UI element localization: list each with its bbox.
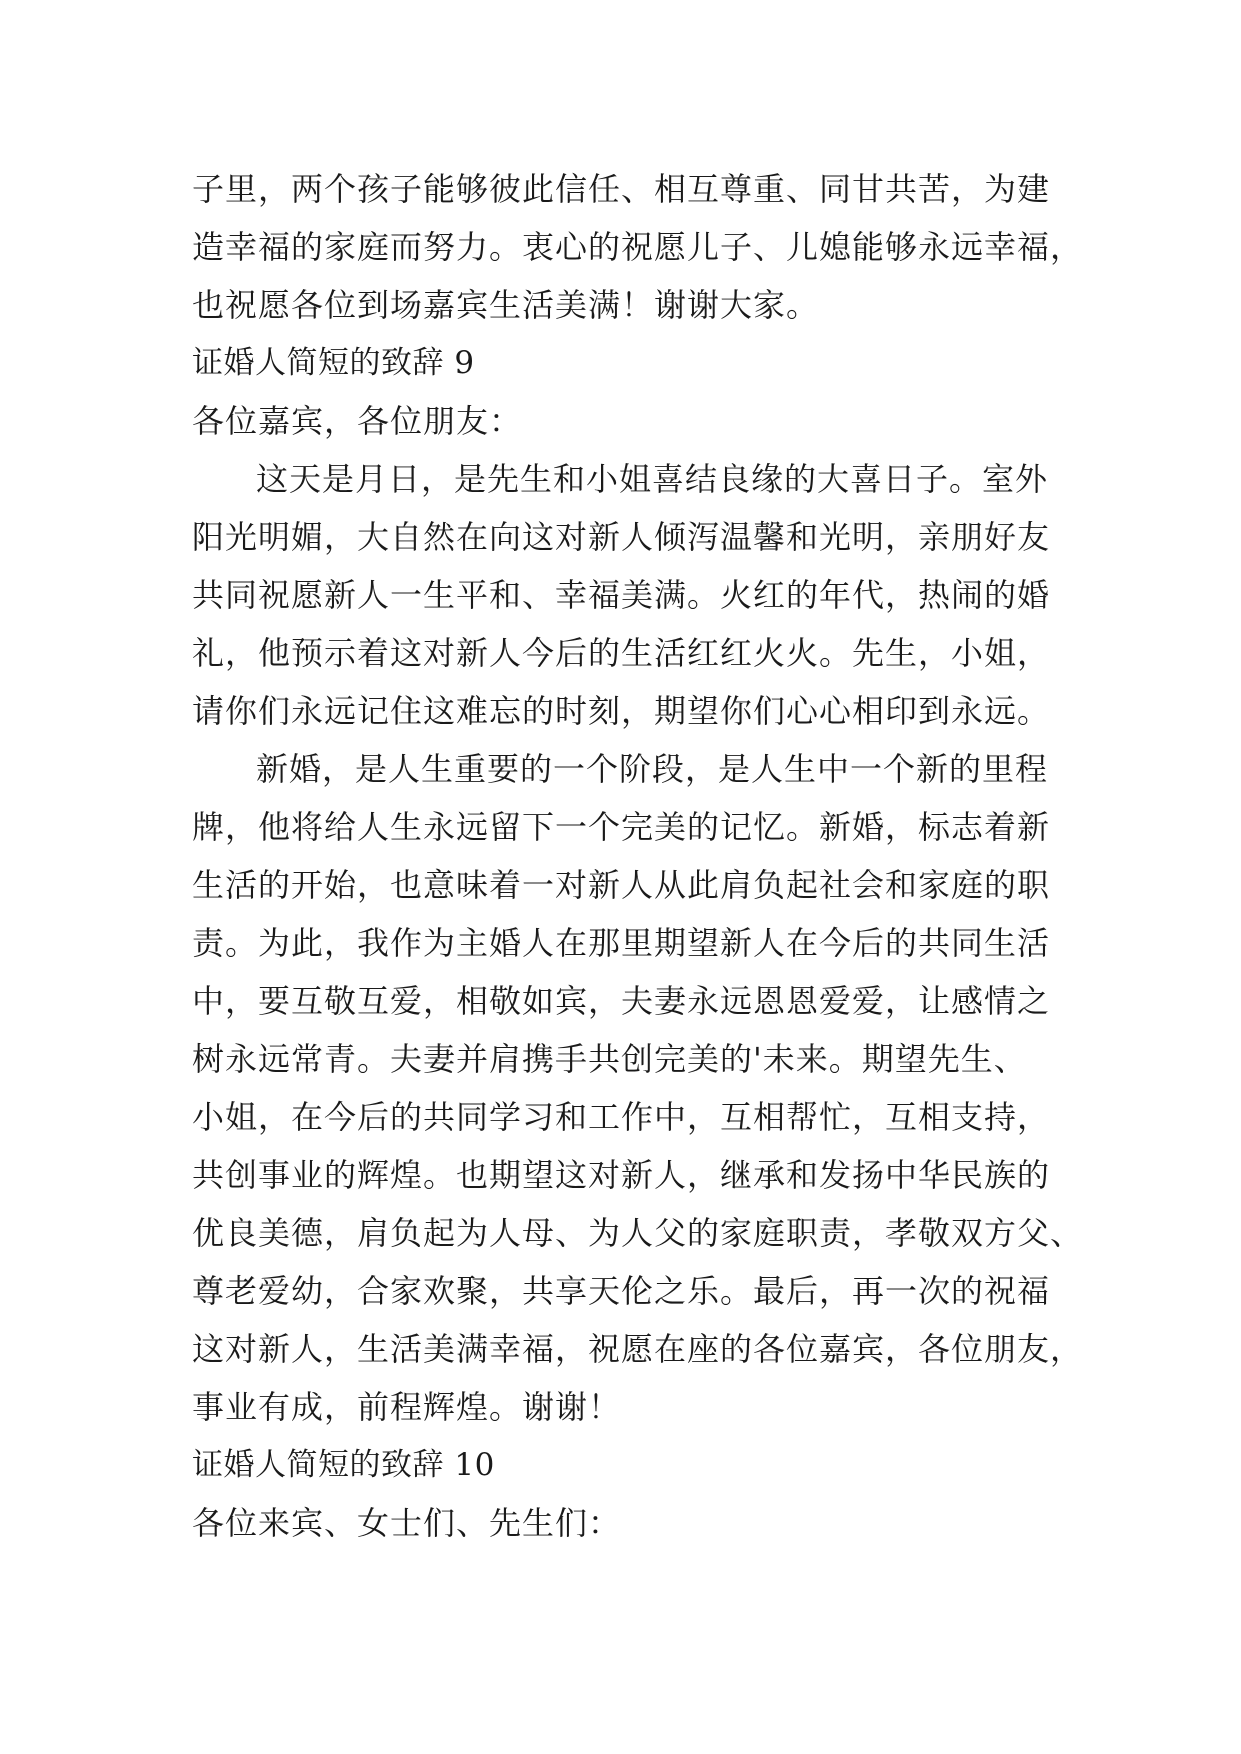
text-line: 共同祝愿新人一生平和、幸福美满。火红的年代，热闹的婚 (192, 576, 1051, 614)
text-line: 造幸福的家庭而努力。衷心的祝愿儿子、儿媳能够永远幸福， (192, 228, 1084, 266)
text-line: 各位嘉宾，各位朋友： (192, 402, 523, 440)
text-line: 共创事业的辉煌。也期望这对新人，继承和发扬中华民族的 (192, 1156, 1051, 1194)
text-line: 这天是月日，是先生和小姐喜结良缘的大喜日子。室外 (256, 460, 1049, 498)
text-line: 中，要互敬互爱，相敬如宾，夫妻永远恩恩爱爱，让感情之 (192, 982, 1051, 1020)
text-line: 阳光明媚，大自然在向这对新人倾泻温馨和光明，亲朋好友 (192, 518, 1051, 556)
text-line: 礼，他预示着这对新人今后的生活红红火火。先生，小姐， (192, 634, 1051, 672)
text-line: 请你们永远记住这难忘的时刻，期望你们心心相印到永远。 (192, 692, 1051, 730)
text-line: 小姐，在今后的共同学习和工作中，互相帮忙，互相支持， (192, 1098, 1051, 1136)
text-line: 牌，他将给人生永远留下一个完美的记忆。新婚，标志着新 (192, 808, 1051, 846)
text-line: 责。为此，我作为主婚人在那里期望新人在今后的共同生活 (192, 924, 1051, 962)
text-line: 新婚，是人生重要的一个阶段，是人生中一个新的里程 (256, 750, 1049, 788)
section-heading: 证婚人简短的致辞 10 (192, 1447, 495, 1483)
document-body (192, 160, 1084, 1552)
text-line: 优良美德，肩负起为人母、为人父的家庭职责，孝敬双方父、 (192, 1214, 1084, 1252)
text-line: 尊老爱幼，合家欢聚，共享天伦之乐。最后，再一次的祝福 (192, 1272, 1051, 1310)
text-line: 树永远常青。夫妻并肩携手共创完美的'未来。期望先生、 (192, 1040, 1027, 1078)
text-line: 这对新人，生活美满幸福，祝愿在座的各位嘉宾，各位朋友， (192, 1330, 1084, 1368)
text-line: 事业有成，前程辉煌。谢谢！ (192, 1388, 622, 1426)
text-line: 各位来宾、女士们、先生们： (192, 1504, 622, 1542)
section-heading: 证婚人简短的致辞 9 (192, 345, 475, 381)
text-line: 生活的开始，也意味着一对新人从此肩负起社会和家庭的职 (192, 866, 1051, 904)
text-line: 子里，两个孩子能够彼此信任、相互尊重、同甘共苦，为建 (192, 170, 1051, 208)
text-line: 也祝愿各位到场嘉宾生活美满！谢谢大家。 (192, 286, 820, 324)
